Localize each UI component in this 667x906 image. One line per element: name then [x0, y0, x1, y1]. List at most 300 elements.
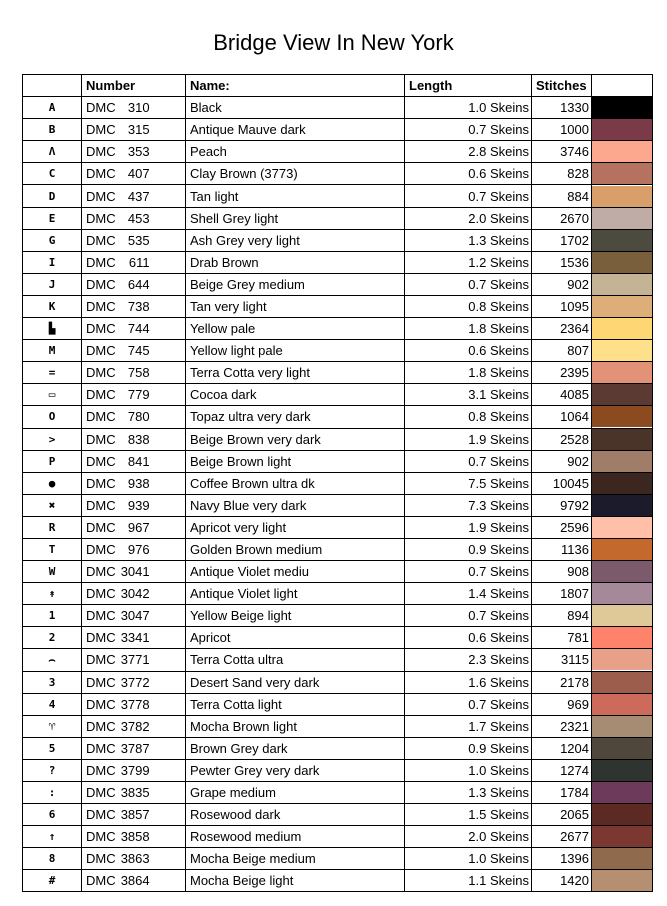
row-stitches: 781 — [532, 627, 592, 649]
row-length: 0.9 Skeins — [405, 538, 532, 560]
row-symbol: P — [23, 450, 82, 472]
row-brand: DMC — [86, 409, 116, 425]
color-swatch — [592, 804, 652, 825]
table-row — [23, 472, 653, 494]
color-swatch — [592, 495, 652, 516]
row-swatch — [592, 561, 653, 583]
row-swatch — [592, 406, 653, 428]
table-row — [23, 870, 653, 892]
row-length: 3.1 Skeins — [405, 384, 532, 406]
row-code: 3341 — [120, 630, 150, 646]
color-swatch — [592, 163, 652, 184]
row-length: 0.7 Skeins — [405, 273, 532, 295]
row-swatch — [592, 207, 653, 229]
row-swatch — [592, 362, 653, 384]
table-row — [23, 737, 653, 759]
row-name: Tan light — [186, 185, 405, 207]
row-symbol: T — [23, 538, 82, 560]
row-code: 841 — [127, 453, 150, 469]
row-length: 1.0 Skeins — [405, 848, 532, 870]
header-symbol — [23, 75, 82, 97]
table-row — [23, 759, 653, 781]
row-swatch — [592, 848, 653, 870]
row-swatch — [592, 472, 653, 494]
row-code: 3778 — [120, 696, 150, 712]
table-row — [23, 671, 653, 693]
row-code: 315 — [127, 122, 150, 138]
row-number — [82, 583, 186, 605]
row-length: 1.4 Skeins — [405, 583, 532, 605]
row-symbol: # — [23, 870, 82, 892]
row-symbol: C — [23, 163, 82, 185]
row-length: 1.6 Skeins — [405, 671, 532, 693]
row-code: 453 — [127, 210, 150, 226]
row-stitches: 2321 — [532, 715, 592, 737]
row-number — [82, 561, 186, 583]
row-number — [82, 693, 186, 715]
row-stitches: 884 — [532, 185, 592, 207]
row-swatch — [592, 737, 653, 759]
row-stitches: 2395 — [532, 362, 592, 384]
row-symbol: ↑ — [23, 826, 82, 848]
row-name: Mocha Brown light — [186, 715, 405, 737]
row-brand: DMC — [86, 762, 116, 778]
row-stitches: 894 — [532, 605, 592, 627]
row-stitches: 2677 — [532, 826, 592, 848]
table-row — [23, 450, 653, 472]
row-brand: DMC — [86, 652, 116, 668]
row-stitches: 1330 — [532, 97, 592, 119]
row-code: 3858 — [120, 829, 150, 845]
row-number — [82, 295, 186, 317]
header-stitches: Stitches — [532, 75, 592, 97]
row-name: Peach — [186, 141, 405, 163]
row-length: 1.0 Skeins — [405, 97, 532, 119]
color-swatch — [592, 649, 652, 670]
row-length: 7.5 Skeins — [405, 472, 532, 494]
row-name: Rosewood medium — [186, 826, 405, 848]
color-swatch — [592, 627, 652, 648]
row-length: 1.9 Skeins — [405, 428, 532, 450]
row-code: 938 — [127, 475, 150, 491]
row-brand: DMC — [86, 564, 116, 580]
row-number — [82, 185, 186, 207]
table-row — [23, 97, 653, 119]
row-number — [82, 318, 186, 340]
table-row — [23, 826, 653, 848]
row-swatch — [592, 450, 653, 472]
row-symbol: I — [23, 251, 82, 273]
row-number — [82, 627, 186, 649]
row-brand: DMC — [86, 497, 116, 513]
row-symbol: > — [23, 428, 82, 450]
color-swatch — [592, 826, 652, 847]
row-name: Apricot — [186, 627, 405, 649]
row-stitches: 1000 — [532, 119, 592, 141]
row-symbol: ● — [23, 472, 82, 494]
row-brand: DMC — [86, 122, 116, 138]
row-brand: DMC — [86, 387, 116, 403]
row-symbol: J — [23, 273, 82, 295]
color-swatch — [592, 605, 652, 626]
row-stitches: 9792 — [532, 494, 592, 516]
row-swatch — [592, 494, 653, 516]
row-name: Antique Mauve dark — [186, 119, 405, 141]
row-symbol: ↟ — [23, 583, 82, 605]
row-length: 1.0 Skeins — [405, 759, 532, 781]
row-name: Beige Brown light — [186, 450, 405, 472]
table-row — [23, 340, 653, 362]
row-number — [82, 848, 186, 870]
row-stitches: 828 — [532, 163, 592, 185]
row-length: 1.9 Skeins — [405, 516, 532, 538]
row-symbol: ▭ — [23, 384, 82, 406]
row-length: 0.7 Skeins — [405, 693, 532, 715]
row-code: 758 — [127, 365, 150, 381]
row-symbol: R — [23, 516, 82, 538]
row-length: 1.3 Skeins — [405, 229, 532, 251]
row-swatch — [592, 870, 653, 892]
row-name: Mocha Beige light — [186, 870, 405, 892]
color-swatch — [592, 782, 652, 803]
color-swatch — [592, 716, 652, 737]
row-number — [82, 229, 186, 251]
row-code: 3771 — [120, 652, 150, 668]
color-swatch — [592, 296, 652, 317]
row-symbol: 5 — [23, 737, 82, 759]
row-code: 3782 — [120, 718, 150, 734]
row-length: 0.7 Skeins — [405, 561, 532, 583]
row-symbol: ? — [23, 759, 82, 781]
table-row — [23, 494, 653, 516]
row-name: Yellow Beige light — [186, 605, 405, 627]
table-row — [23, 251, 653, 273]
row-number — [82, 340, 186, 362]
row-length: 1.8 Skeins — [405, 362, 532, 384]
row-number — [82, 715, 186, 737]
row-swatch — [592, 229, 653, 251]
row-swatch — [592, 516, 653, 538]
row-name: Black — [186, 97, 405, 119]
row-swatch — [592, 318, 653, 340]
table-row — [23, 627, 653, 649]
thread-table — [22, 74, 653, 892]
row-stitches: 2178 — [532, 671, 592, 693]
row-name: Cocoa dark — [186, 384, 405, 406]
row-number — [82, 119, 186, 141]
color-swatch — [592, 252, 652, 273]
color-swatch — [592, 473, 652, 494]
row-brand: DMC — [86, 453, 116, 469]
row-name: Brown Grey dark — [186, 737, 405, 759]
row-name: Grape medium — [186, 782, 405, 804]
row-length: 1.2 Skeins — [405, 251, 532, 273]
row-stitches: 1136 — [532, 538, 592, 560]
row-stitches: 4085 — [532, 384, 592, 406]
row-symbol: K — [23, 295, 82, 317]
row-code: 745 — [127, 343, 150, 359]
row-length: 2.3 Skeins — [405, 649, 532, 671]
row-number — [82, 362, 186, 384]
row-brand: DMC — [86, 740, 116, 756]
color-swatch — [592, 384, 652, 405]
row-code: 3857 — [120, 807, 150, 823]
row-swatch — [592, 163, 653, 185]
color-swatch — [592, 694, 652, 715]
row-name: Beige Grey medium — [186, 273, 405, 295]
row-brand: DMC — [86, 630, 116, 646]
row-stitches: 902 — [532, 450, 592, 472]
row-number — [82, 782, 186, 804]
table-row — [23, 163, 653, 185]
color-swatch — [592, 318, 652, 339]
color-swatch — [592, 848, 652, 869]
color-swatch — [592, 208, 652, 229]
header-swatch — [592, 75, 653, 97]
table-row — [23, 428, 653, 450]
row-number — [82, 251, 186, 273]
page-title: Bridge View In New York — [213, 30, 454, 55]
row-length: 2.0 Skeins — [405, 826, 532, 848]
row-length: 0.7 Skeins — [405, 605, 532, 627]
row-length: 0.9 Skeins — [405, 737, 532, 759]
row-brand: DMC — [86, 321, 116, 337]
table-row — [23, 119, 653, 141]
row-swatch — [592, 185, 653, 207]
row-symbol: 3 — [23, 671, 82, 693]
row-stitches: 1702 — [532, 229, 592, 251]
row-brand: DMC — [86, 586, 116, 602]
table-row — [23, 693, 653, 715]
row-name: Yellow pale — [186, 318, 405, 340]
row-name: Pewter Grey very dark — [186, 759, 405, 781]
row-brand: DMC — [86, 674, 116, 690]
table-row — [23, 141, 653, 163]
table-row — [23, 561, 653, 583]
row-code: 967 — [127, 519, 150, 535]
row-brand: DMC — [86, 785, 116, 801]
row-code: 779 — [127, 387, 150, 403]
row-code: 976 — [127, 542, 150, 558]
row-name: Mocha Beige medium — [186, 848, 405, 870]
row-name: Ash Grey very light — [186, 229, 405, 251]
color-swatch — [592, 406, 652, 427]
row-brand: DMC — [86, 144, 116, 160]
table-row — [23, 318, 653, 340]
row-code: 780 — [127, 409, 150, 425]
row-brand: DMC — [86, 873, 116, 889]
row-swatch — [592, 119, 653, 141]
row-length: 0.7 Skeins — [405, 450, 532, 472]
row-swatch — [592, 671, 653, 693]
row-swatch — [592, 649, 653, 671]
color-swatch — [592, 230, 652, 251]
row-code: 3864 — [120, 873, 150, 889]
header-length: Length — [405, 75, 532, 97]
row-number — [82, 141, 186, 163]
row-stitches: 1274 — [532, 759, 592, 781]
row-number — [82, 737, 186, 759]
table-row — [23, 649, 653, 671]
row-code: 3787 — [120, 740, 150, 756]
row-symbol: = — [23, 362, 82, 384]
table-row — [23, 207, 653, 229]
row-length: 1.8 Skeins — [405, 318, 532, 340]
color-swatch — [592, 517, 652, 538]
row-number — [82, 671, 186, 693]
table-row — [23, 295, 653, 317]
row-brand: DMC — [86, 542, 116, 558]
row-brand: DMC — [86, 829, 116, 845]
row-symbol: G — [23, 229, 82, 251]
row-name: Antique Violet light — [186, 583, 405, 605]
row-stitches: 902 — [532, 273, 592, 295]
row-stitches: 908 — [532, 561, 592, 583]
row-swatch — [592, 759, 653, 781]
row-symbol: Λ — [23, 141, 82, 163]
header-number: Number — [82, 75, 186, 97]
table-row — [23, 715, 653, 737]
row-number — [82, 406, 186, 428]
row-name: Drab Brown — [186, 251, 405, 273]
row-swatch — [592, 538, 653, 560]
row-brand: DMC — [86, 475, 116, 491]
row-swatch — [592, 583, 653, 605]
row-brand: DMC — [86, 254, 116, 270]
table-row — [23, 516, 653, 538]
color-swatch — [592, 583, 652, 604]
row-number — [82, 649, 186, 671]
row-brand: DMC — [86, 298, 116, 314]
row-brand: DMC — [86, 343, 116, 359]
row-swatch — [592, 605, 653, 627]
row-code: 744 — [127, 321, 150, 337]
header-name: Name: — [186, 75, 405, 97]
row-length: 1.3 Skeins — [405, 782, 532, 804]
row-brand: DMC — [86, 851, 116, 867]
header-row — [23, 75, 653, 97]
row-number — [82, 804, 186, 826]
color-swatch — [592, 561, 652, 582]
row-name: Coffee Brown ultra dk — [186, 472, 405, 494]
row-name: Clay Brown (3773) — [186, 163, 405, 185]
row-stitches: 1420 — [532, 870, 592, 892]
row-stitches: 1807 — [532, 583, 592, 605]
color-swatch — [592, 760, 652, 781]
row-length: 0.8 Skeins — [405, 295, 532, 317]
row-stitches: 2065 — [532, 804, 592, 826]
row-brand: DMC — [86, 696, 116, 712]
table-row — [23, 782, 653, 804]
row-name: Apricot very light — [186, 516, 405, 538]
row-stitches: 1536 — [532, 251, 592, 273]
row-swatch — [592, 715, 653, 737]
row-brand: DMC — [86, 210, 116, 226]
row-number — [82, 870, 186, 892]
table-row — [23, 384, 653, 406]
row-code: 3042 — [120, 586, 150, 602]
row-swatch — [592, 782, 653, 804]
row-symbol: O — [23, 406, 82, 428]
row-name: Terra Cotta very light — [186, 362, 405, 384]
row-stitches: 807 — [532, 340, 592, 362]
row-stitches: 1784 — [532, 782, 592, 804]
row-code: 738 — [127, 298, 150, 314]
row-symbol: 8 — [23, 848, 82, 870]
color-swatch — [592, 429, 652, 450]
table-row — [23, 185, 653, 207]
color-swatch — [592, 362, 652, 383]
row-brand: DMC — [86, 519, 116, 535]
row-brand: DMC — [86, 608, 116, 624]
row-code: 611 — [128, 254, 150, 270]
row-length: 7.3 Skeins — [405, 494, 532, 516]
row-name: Beige Brown very dark — [186, 428, 405, 450]
row-swatch — [592, 384, 653, 406]
row-code: 310 — [127, 100, 150, 116]
row-symbol: 6 — [23, 804, 82, 826]
row-code: 838 — [127, 431, 150, 447]
color-swatch — [592, 186, 652, 207]
row-symbol: ✖ — [23, 494, 82, 516]
row-number — [82, 605, 186, 627]
row-stitches: 1396 — [532, 848, 592, 870]
row-length: 2.8 Skeins — [405, 141, 532, 163]
row-code: 437 — [127, 188, 150, 204]
row-symbol: ♈ — [23, 715, 82, 737]
row-name: Yellow light pale — [186, 340, 405, 362]
row-symbol: 2 — [23, 627, 82, 649]
row-symbol: : — [23, 782, 82, 804]
color-swatch — [592, 738, 652, 759]
table-row — [23, 229, 653, 251]
row-brand: DMC — [86, 276, 116, 292]
row-name: Topaz ultra very dark — [186, 406, 405, 428]
row-length: 0.7 Skeins — [405, 119, 532, 141]
color-swatch — [592, 539, 652, 560]
row-symbol: 1 — [23, 605, 82, 627]
row-symbol: 4 — [23, 693, 82, 715]
table-row — [23, 538, 653, 560]
color-swatch — [592, 340, 652, 361]
row-length: 0.7 Skeins — [405, 185, 532, 207]
color-swatch — [592, 451, 652, 472]
row-swatch — [592, 693, 653, 715]
row-stitches: 969 — [532, 693, 592, 715]
row-code: 407 — [127, 166, 150, 182]
color-swatch — [592, 141, 652, 162]
row-swatch — [592, 97, 653, 119]
row-code: 3799 — [120, 762, 150, 778]
row-length: 1.1 Skeins — [405, 870, 532, 892]
row-code: 3863 — [120, 851, 150, 867]
row-symbol: ▙ — [23, 318, 82, 340]
row-number — [82, 207, 186, 229]
row-number — [82, 273, 186, 295]
row-length: 0.6 Skeins — [405, 163, 532, 185]
row-stitches: 2596 — [532, 516, 592, 538]
row-code: 3835 — [120, 785, 150, 801]
row-stitches: 1204 — [532, 737, 592, 759]
row-name: Terra Cotta ultra — [186, 649, 405, 671]
row-code: 353 — [127, 144, 150, 160]
color-swatch — [592, 870, 652, 891]
row-number — [82, 97, 186, 119]
row-stitches: 2528 — [532, 428, 592, 450]
row-symbol: A — [23, 97, 82, 119]
row-name: Desert Sand very dark — [186, 671, 405, 693]
row-stitches: 3115 — [532, 649, 592, 671]
